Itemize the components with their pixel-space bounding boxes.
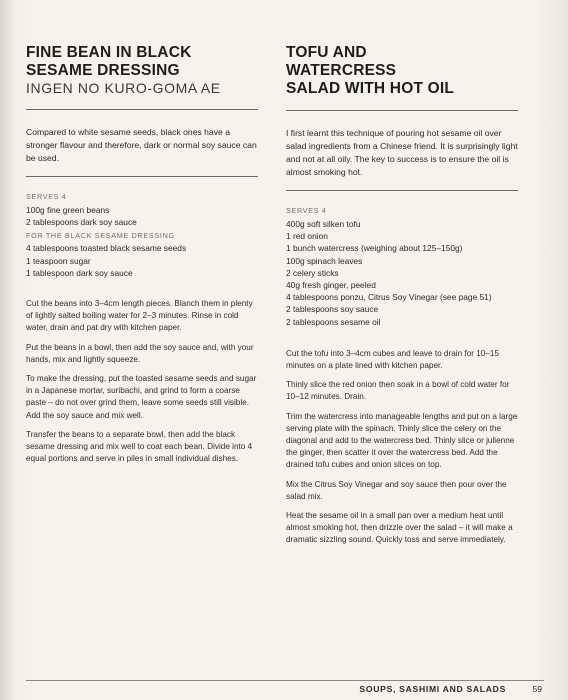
ingredient-item: 1 red onion xyxy=(286,231,328,242)
page-footer xyxy=(0,680,568,700)
method-step: Heat the sesame oil in a small pan over a medium heat until almost smoking hot, then drizzle over the salad – it will make a dramatic sizzling sound. Quickly toss and serve immediately. xyxy=(286,511,513,545)
recipe-intro: Compared to white sesame seeds, black ones have a stronger flavour and therefore, dark or normal soy sauce can be used. xyxy=(26,127,257,163)
ingredient-item: 100g fine green beans xyxy=(26,205,110,215)
recipe-title-left xyxy=(26,44,258,80)
gutter-shadow xyxy=(0,0,14,700)
ingredient-item: 2 celery sticks xyxy=(286,267,339,278)
footer-rule xyxy=(26,680,544,681)
recipe-intro: I first learnt this technique of pouring hot sesame oil over salad ingredients from a Chinese friend. It is surprisingly light and not at all oily. The key to success is to ensure the oil is almost smoking hot. xyxy=(286,128,518,177)
ingredient-item: 2 tablespoons dark soy sauce xyxy=(26,217,137,228)
title-line: SALAD WITH HOT OIL xyxy=(286,80,455,97)
ingredient-item: 2 tablespoons soy sauce xyxy=(286,304,379,315)
method xyxy=(26,298,258,465)
page-number: 59 xyxy=(532,684,542,694)
title-line: SESAME DRESSING xyxy=(26,62,180,79)
ingredient-item: 1 tablespoon dark soy sauce xyxy=(26,267,133,278)
method-step: Transfer the beans to a separate bowl, then add the black sesame dressing and mix well to coat each bean. Divide into 4 equal portions and serve in piles in small individual dishes. xyxy=(26,429,253,464)
recipe-title-right xyxy=(286,44,518,98)
method-step: Put the beans in a bowl, then add the soy sauce and, with your hands, mix and lightly squeeze. xyxy=(26,342,254,364)
recipe-subtitle-japanese: INGEN NO KURO-GOMA AE xyxy=(26,80,221,96)
ingredient-item: 1 bunch watercress (weighing about 125–150g) xyxy=(286,243,463,254)
method-step: Thinly slice the red onion then soak in a bowl of cold water for 10–12 minutes. Drain. xyxy=(286,380,510,402)
ingredient-item: 2 tablespoons sesame oil xyxy=(286,316,381,327)
title-line: TOFU AND xyxy=(286,44,367,61)
ingredient-subheading: FOR THE BLACK SESAME DRESSING xyxy=(26,231,175,241)
method-step: To make the dressing, put the toasted sesame seeds and sugar in a Japanese mortar, suribachi, and grind to form a coarse paste – do not over grind them, leave some seeds still visible. Add the soy sauce and mix well. xyxy=(26,374,257,420)
running-head: SOUPS, SASHIMI AND SALADS xyxy=(359,684,506,694)
serves-label: SERVES 4 xyxy=(286,206,327,215)
ingredient-list xyxy=(26,204,258,228)
ingredient-item: 4 tablespoons ponzu, Citrus Soy Vinegar (see page 51) xyxy=(286,292,492,303)
recipe-left xyxy=(26,0,258,472)
ingredient-item: 400g soft silken tofu xyxy=(286,219,361,229)
serves-label: SERVES 4 xyxy=(26,192,67,201)
method-step: Trim the watercress into manageable lengths and put on a large serving plate with the spinach. Thinly slice the celery on the diagonal and add to the watercress bed. Thinly slice or julienne the ginger, then scatter it over the watercress bed. Add the drained tofu cubes and onion slices on top. xyxy=(286,411,518,470)
method-step: Mix the Citrus Soy Vinegar and soy sauce then pour over the salad mix. xyxy=(286,479,507,501)
ingredient-list-dressing xyxy=(26,242,258,279)
ingredient-list xyxy=(286,218,518,328)
ingredient-item: 100g spinach leaves xyxy=(286,255,363,266)
title-line: FINE BEAN IN BLACK xyxy=(26,44,192,61)
method-step: Cut the beans into 3–4cm length pieces. Blanch them in plenty of lightly salted boiling water for 2–3 minutes. Rinse in cold water, drain and pat dry with kitchen paper. xyxy=(26,299,253,333)
title-line: WATERCRESS xyxy=(286,62,397,79)
ingredient-item: 4 tablespoons toasted black sesame seeds xyxy=(26,243,187,254)
ingredient-item: 40g fresh ginger, peeled xyxy=(286,280,376,291)
recipe-right xyxy=(286,0,518,554)
method-step: Cut the tofu into 3–4cm cubes and leave to drain for 10–15 minutes on a plate lined with kitchen paper. xyxy=(286,348,500,371)
ingredient-item: 1 teaspoon sugar xyxy=(26,255,91,266)
method xyxy=(286,348,518,547)
